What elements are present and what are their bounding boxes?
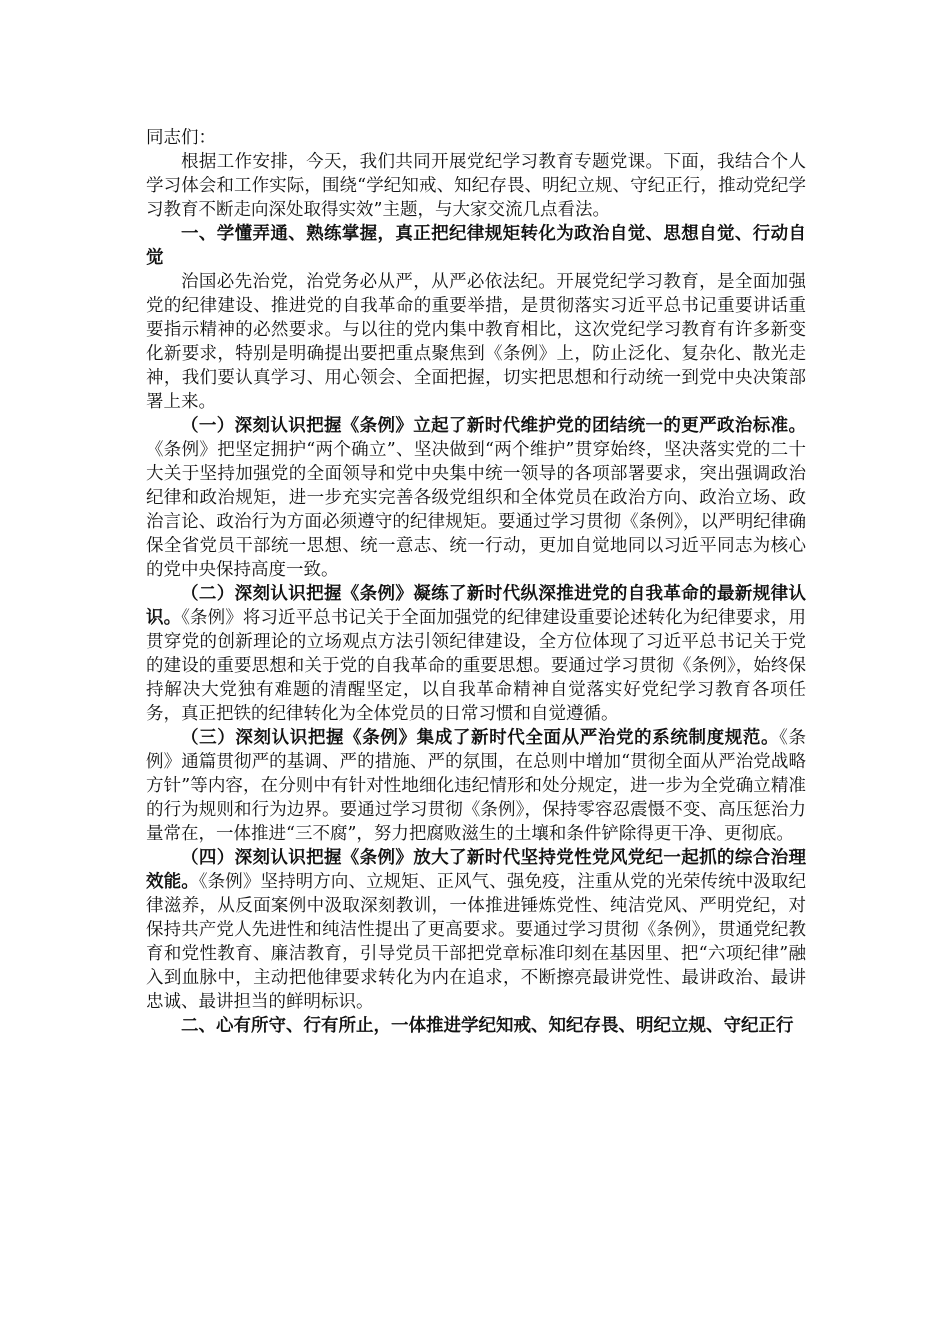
document-body: [146, 126, 806, 1038]
subsection-1-lead: （一）深刻认识把握《条例》立起了新时代维护党的团结统一的更严政治标准。: [181, 416, 806, 436]
intro-paragraph: 根据工作安排，今天，我们共同开展党纪学习教育专题党课。下面，我结合个人学习体会和工作实际，围绕“学纪知戒、知纪存畏、明纪立规、守纪正行，推动党纪学习教育不断走向深处取得实效”主题，与大家交流几点看法。: [146, 152, 806, 220]
subsection-2-lead: （二）深刻认识把握《条例》凝练了新时代纵深推进党的自我革命的最新规律认识。: [146, 584, 806, 628]
subsection-3-text: 《条例》通篇贯彻严的基调、严的措施、严的氛围，在总则中增加“贯彻全面从严治党战略方针”等内容，在分则中有针对性地细化违纪情形和处分规定，进一步为全党确立精准的行为规则和行为边界。要通过学习贯彻《条例》，保持零容忍震慑不变、高压惩治力量常在，一体推进“三不腐”，努力把腐败滋生的土壤和条件铲除得更干净、更彻底。: [146, 728, 806, 844]
subsection-3: [146, 726, 806, 846]
subsection-4-lead: （四）深刻认识把握《条例》放大了新时代坚持党性党风党纪一起抓的综合治理效能。: [146, 848, 806, 892]
subsection-4-text: 《条例》坚持明方向、立规矩、正风气、强免疫，注重从党的光荣传统中汲取纪律滋养，从反面案例中汲取深刻教训，一体推进锤炼党性、纯洁党风、严明党纪，对保持共产党人先进性和纯洁性提出了更高要求。要通过学习贯彻《条例》，贯通党纪教育和党性教育、廉洁教育，引导党员干部把党章标准印刻在基因里、把“六项纪律”融入到血脉中，主动把他律要求转化为内在追求，不断擦亮最讲党性、最讲政治、最讲忠诚、最讲担当的鲜明标识。: [146, 872, 807, 1012]
section-1-body: 治国必先治党，治党务必从严，从严必依法纪。开展党纪学习教育，是全面加强党的纪律建设、推进党的自我革命的重要举措，是贯彻落实习近平总书记重要讲话重要指示精神的必然要求。与以往的党内集中教育相比，这次党纪学习教育有许多新变化新要求，特别是明确提出要把重点聚焦到《条例》上，防止泛化、复杂化、散光走神，我们要认真学习、用心领会、全面把握，切实把思想和行动统一到党中央决策部署上来。: [146, 272, 806, 412]
subsection-1-text: 《条例》把坚定拥护“两个确立”、坚决做到“两个维护”贯穿始终，坚决落实党的二十大关于坚持加强党的全面领导和党中央集中统一领导的各项部署要求，突出强调政治纪律和政治规矩，进一步充实完善各级党组织和全体党员在政治方向、政治立场、政治言论、政治行为方面必须遵守的纪律规矩。要通过学习贯彻《条例》，以严明纪律确保全省党员干部统一思想、统一意志、统一行动，更加自觉地同以习近平同志为核心的党中央保持高度一致。: [146, 440, 806, 580]
section-1-heading: 一、学懂弄通、熟练掌握，真正把纪律规矩转化为政治自觉、思想自觉、行动自觉: [146, 224, 806, 268]
subsection-2-text: 《条例》将习近平总书记关于全面加强党的纪律建设重要论述转化为纪律要求，用贯穿党的创新理论的立场观点方法引领纪律建设，全方位体现了习近平总书记关于党的建设的重要思想和关于党的自我革命的重要思想。要通过学习贯彻《条例》，始终保持解决大党独有难题的清醒坚定，以自我革命精神自觉落实好党纪学习教育各项任务，真正把铁的纪律转化为全体党员的日常习惯和自觉遵循。: [146, 608, 806, 724]
salutation: 同志们：: [146, 128, 216, 148]
subsection-2: [146, 582, 806, 726]
section-2-heading: 二、心有所守、行有所止，一体推进学纪知戒、知纪存畏、明纪立规、守纪正行: [181, 1016, 794, 1036]
subsection-3-lead: （三）深刻认识把握《条例》集成了新时代全面从严治党的系统制度规范。: [181, 728, 780, 748]
subsection-4: [146, 846, 806, 1014]
subsection-1: [146, 414, 806, 582]
